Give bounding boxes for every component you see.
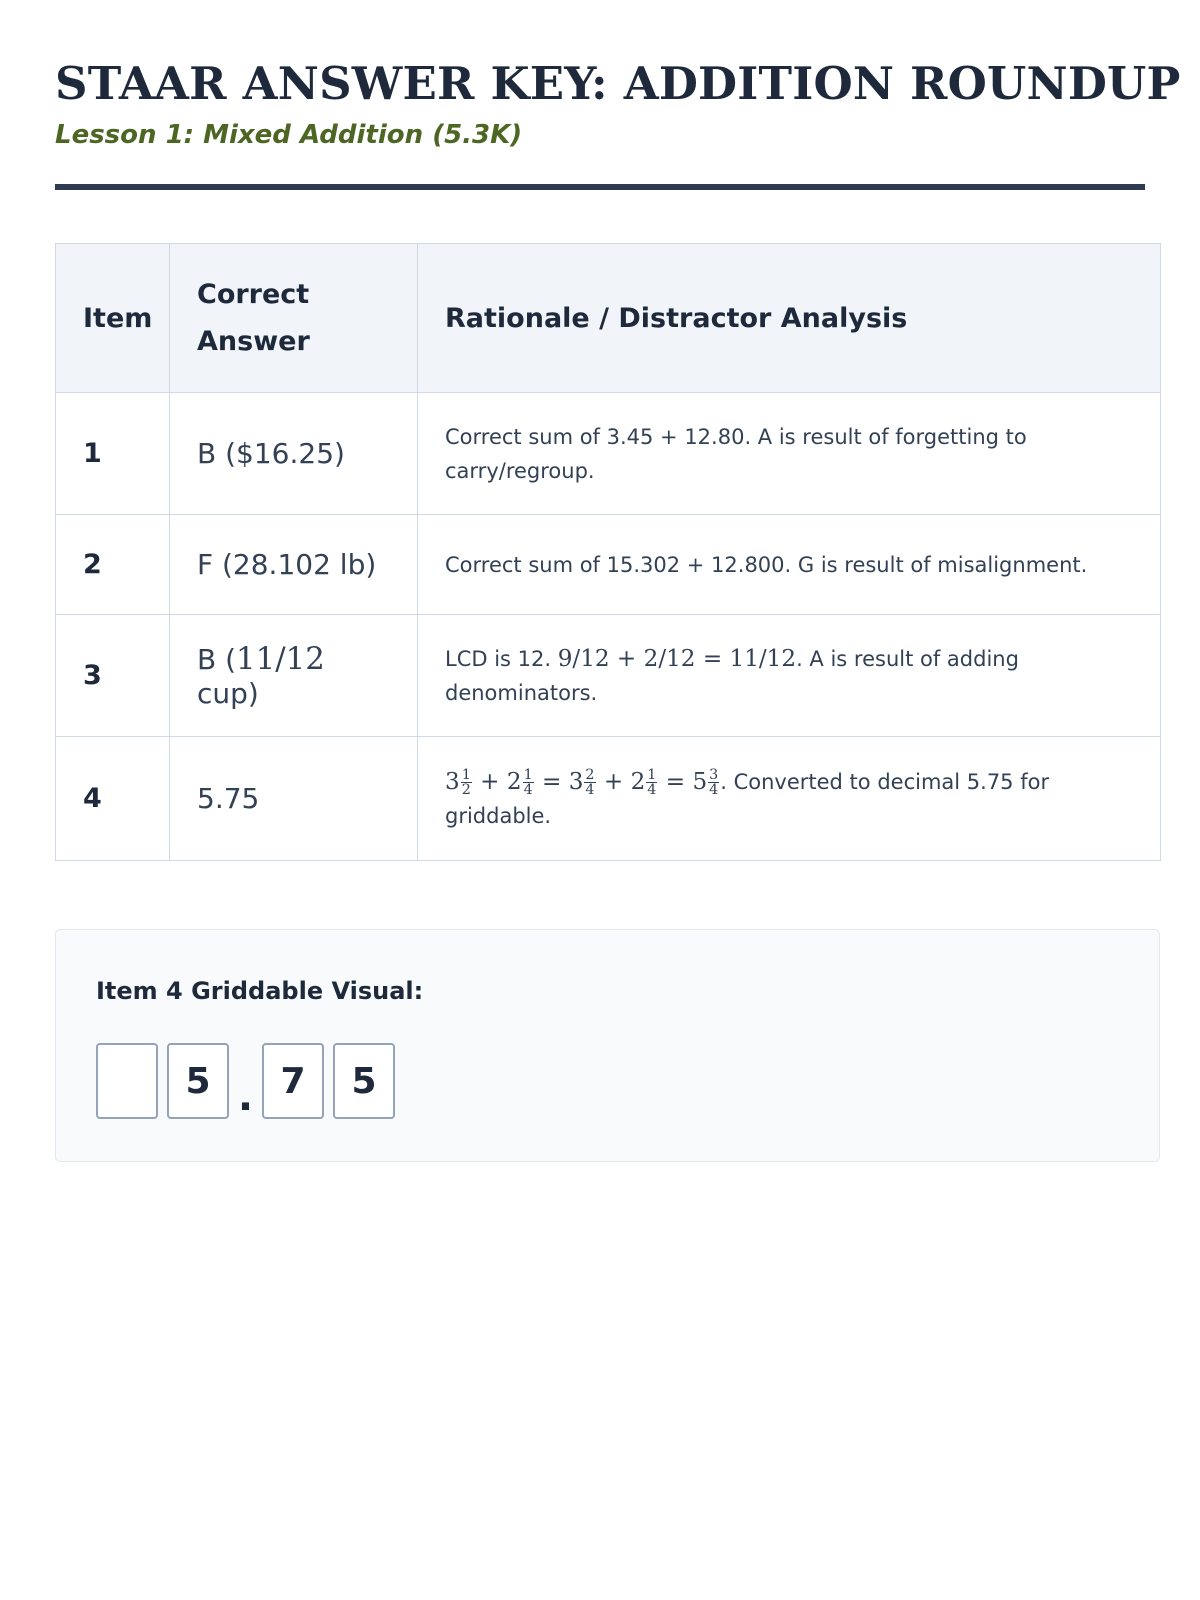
page-title: STAAR ANSWER KEY: ADDITION ROUNDUP xyxy=(55,57,1181,110)
equals-sign: = xyxy=(665,768,686,795)
grid-decimal-point: . xyxy=(237,1074,254,1120)
grid-cell-hundredths: 5 xyxy=(333,1043,395,1119)
term-fraction: $\frac{1}{4}$ xyxy=(523,766,533,798)
rationale-suffix: . Converted to decimal 5.75 for griddable. xyxy=(445,769,1050,828)
griddable-visual-panel xyxy=(55,929,1160,1162)
correct-answer: F (28.102 lb) xyxy=(170,515,418,615)
correct-answer xyxy=(170,615,418,737)
correct-answer: 5.75 xyxy=(170,737,418,861)
plus-sign: + xyxy=(603,768,624,795)
rationale-suffix: . A is result of adding denominators. xyxy=(445,646,1019,705)
table-row xyxy=(56,393,1161,515)
rationale-equation: 9/12 + 2/12 = 11/12 xyxy=(557,645,797,672)
table-row xyxy=(56,515,1161,615)
answer-prefix: B ( xyxy=(197,643,237,676)
term-whole: 5 xyxy=(692,768,708,795)
term-whole: 2 xyxy=(506,768,522,795)
rationale xyxy=(418,615,1161,737)
answer-key-table xyxy=(55,243,1161,861)
term-whole: 2 xyxy=(630,768,646,795)
correct-answer: B ($16.25) xyxy=(170,393,418,515)
equals-sign: = xyxy=(542,768,562,795)
answer-suffix: cup) xyxy=(197,677,259,710)
rationale: Correct sum of 15.302 + 12.800. G is result of misalignment. xyxy=(418,515,1161,615)
grid-cell-ones: 5 xyxy=(167,1043,229,1119)
table-row xyxy=(56,737,1161,861)
term-fraction: $\frac{2}{4}$ xyxy=(585,766,595,798)
term-fraction: $\frac{1}{4}$ xyxy=(647,766,657,798)
item-number: 3 xyxy=(56,615,170,737)
rationale-prefix: LCD is 12. xyxy=(445,646,558,671)
item-number: 2 xyxy=(56,515,170,615)
item-number: 1 xyxy=(56,393,170,515)
page-subtitle: Lesson 1: Mixed Addition (5.3K) xyxy=(55,120,523,150)
column-header-item: Item xyxy=(56,244,170,393)
grid-cell-tenths: 7 xyxy=(262,1043,324,1119)
answer-fraction: 11/12 xyxy=(236,641,325,677)
rationale xyxy=(418,737,1161,861)
term-whole: 3 xyxy=(568,768,584,795)
term-fraction: $\frac{1}{2}$ xyxy=(461,766,471,798)
table-row xyxy=(56,615,1161,737)
mixed-number-equation xyxy=(445,766,720,798)
plus-sign: + xyxy=(480,768,500,795)
rationale: Correct sum of 3.45 + 12.80. A is result of forgetting to carry/regroup. xyxy=(418,393,1161,515)
griddable-visual-label: Item 4 Griddable Visual: xyxy=(96,977,424,1005)
term-whole: 3 xyxy=(445,768,460,795)
header-divider xyxy=(55,184,1145,190)
griddable-grid xyxy=(96,1039,1119,1119)
grid-cell-tens xyxy=(96,1043,158,1119)
item-number: 4 xyxy=(56,737,170,861)
column-header-correct-answer: Correct Answer xyxy=(170,244,418,393)
table-header-row xyxy=(56,244,1161,393)
column-header-rationale: Rationale / Distractor Analysis xyxy=(418,244,1161,393)
term-fraction: $\frac{3}{4}$ xyxy=(709,766,719,798)
